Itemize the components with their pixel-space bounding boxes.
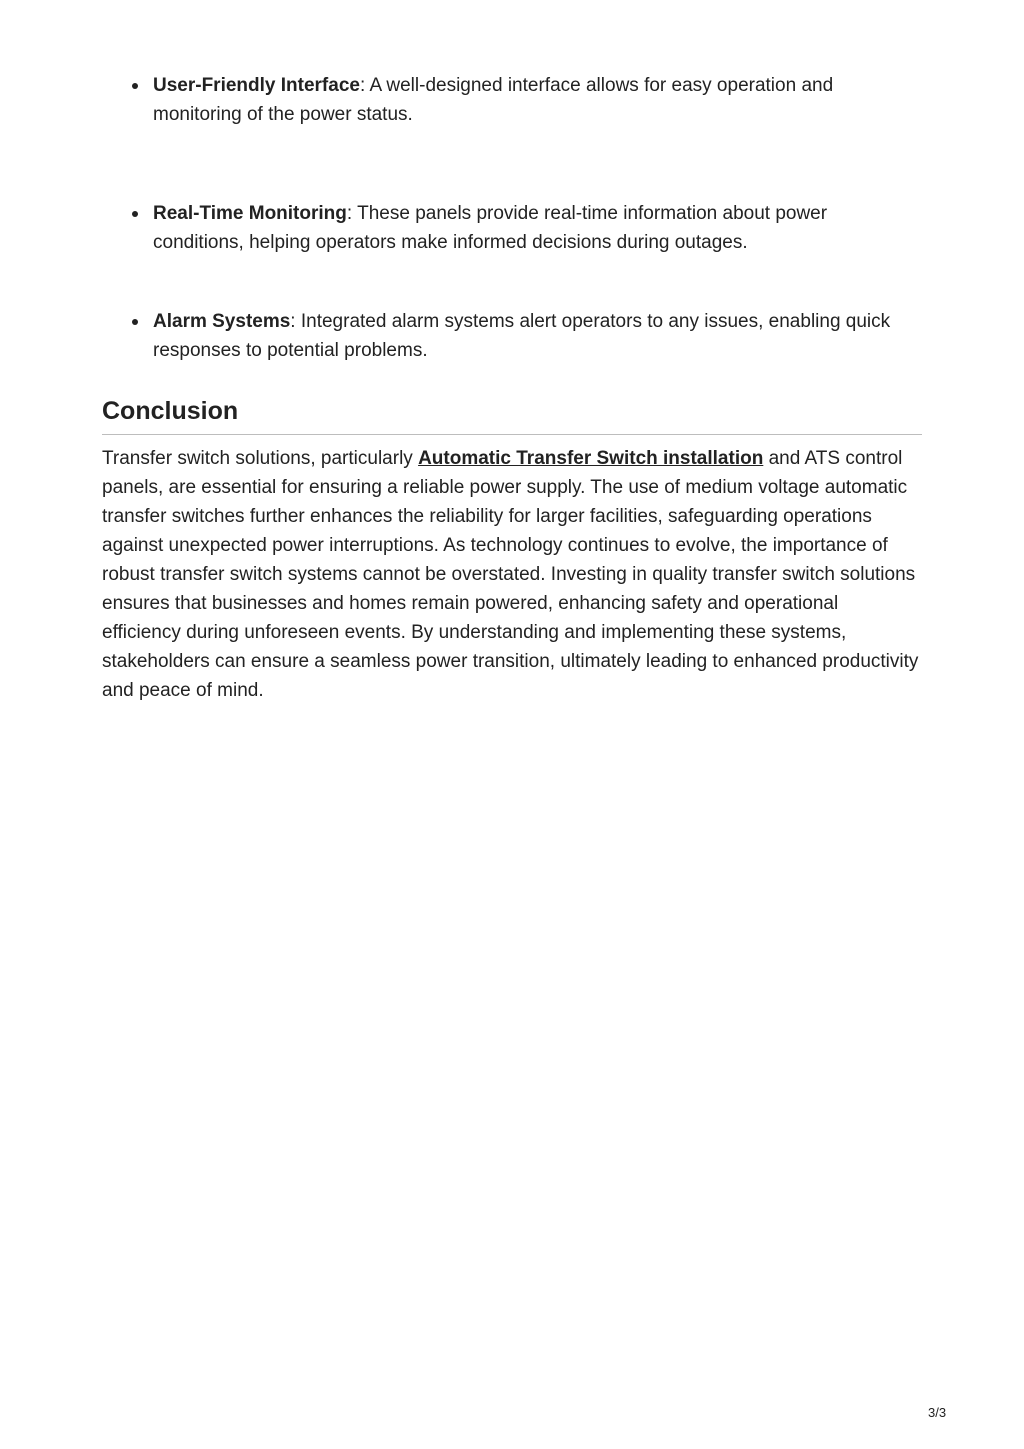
list-item-text xyxy=(153,71,913,129)
automatic-transfer-switch-link[interactable]: Automatic Transfer Switch installation xyxy=(418,448,764,469)
list-item-text xyxy=(153,307,913,365)
bullet-icon xyxy=(132,83,138,89)
paragraph-text-start: Transfer switch solutions, particularly xyxy=(102,448,419,469)
paragraph-text-end: and ATS control panels, are essential for ensuring a reliable power supply. The use of medium voltage automatic transfer switches further enhances the reliability for larger facilities, safeguarding operations against unexpected power interruptions. As technology continues to evolve, the importance of robust transfer switch systems cannot be overstated. Investing in quality transfer switch solutions ensures that businesses and homes remain powered, enhancing safety and operational efficiency during unforeseen events. By understanding and implementing these systems, stakeholders can ensure a seamless power transition, ultimately leading to enhanced productivity and peace of mind. xyxy=(102,448,919,701)
conclusion-paragraph xyxy=(102,444,922,705)
page-number: 3/3 xyxy=(928,1405,947,1420)
section-heading: Conclusion xyxy=(102,397,239,425)
bullet-icon xyxy=(132,319,138,325)
list-item-term: Alarm Systems xyxy=(153,311,291,332)
list-item-description: : These panels provide real-time information about power conditions, helping operators make informed decisions during outages. xyxy=(153,203,828,253)
list-item-description: : Integrated alarm systems alert operators to any issues, enabling quick responses to potential problems. xyxy=(153,311,891,361)
heading-divider xyxy=(102,434,922,435)
list-item-text xyxy=(153,199,913,257)
list-item-term: User-Friendly Interface xyxy=(153,75,360,96)
list-item-description: : A well-designed interface allows for easy operation and monitoring of the power status. xyxy=(153,75,834,125)
list-item-term: Real-Time Monitoring xyxy=(153,203,347,224)
bullet-icon xyxy=(132,211,138,217)
